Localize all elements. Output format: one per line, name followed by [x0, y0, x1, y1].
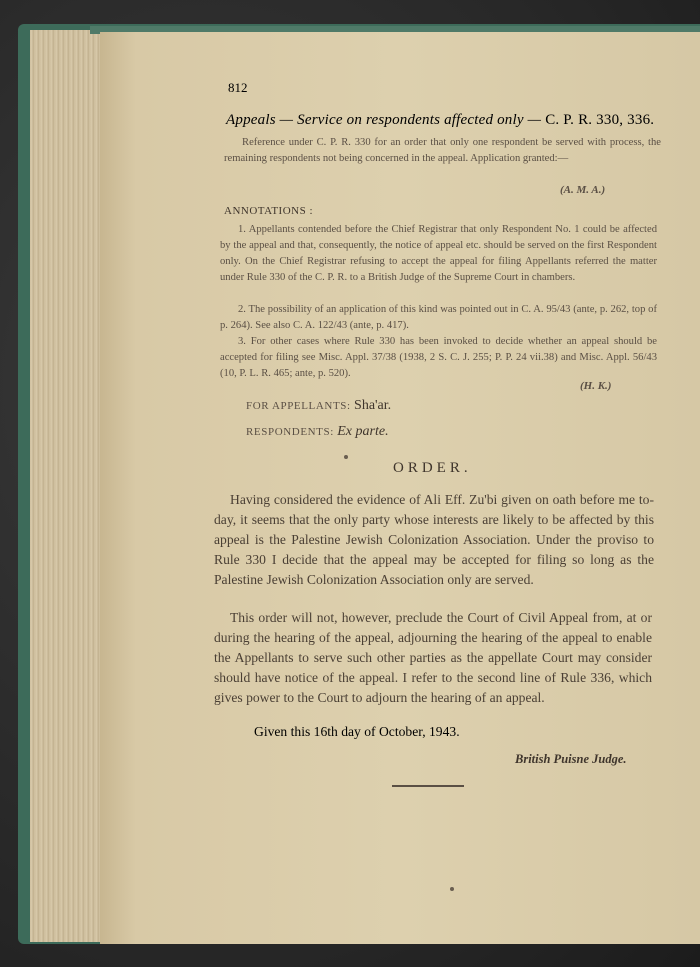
annotations-heading: ANNOTATIONS : — [224, 205, 314, 217]
page-edges — [30, 30, 110, 942]
reference-text: Reference under C. P. R. 330 for an order that only one respondent be served with process, the remaining respondents not being concerned in the appeal. Application granted:— — [224, 137, 661, 164]
editor-initials-2: (H. K.) — [580, 380, 612, 392]
closing-rule — [392, 785, 464, 787]
counsel-respondents — [246, 424, 389, 440]
editor-initials-1: (A. M. A.) — [560, 184, 606, 196]
annotation-3: 3. For other cases where Rule 330 has been invoked to decide whether an appeal should be accepted for filing see Misc. Appl. 37/38 (1938, 2 S. C. J. 255; P. P. 24 vii.38) and Misc. Appl. 56/43 (10, P. L. R. 465; ante, p. 520). — [220, 336, 657, 379]
annotation-1: 1. Appellants contended before the Chief Registrar that only Respondent No. 1 could be affected by the appeal and that, consequently, the notice of appeal etc. should be served on the first Respondent only. On the Chief Registrar refusing to accept the appeal for filing Appellants referred the matter under Rule 330 of the C. P. R. to a British Judge of the Supreme Court in chambers. — [220, 224, 657, 283]
counsel-appellants-label: FOR APPELLANTS: — [246, 400, 351, 412]
page-number: 812 — [228, 80, 248, 95]
counsel-respondents-value: Ex parte. — [337, 424, 389, 439]
judge-signature: British Puisne Judge. — [515, 752, 627, 766]
order-title: ORDER. — [393, 460, 472, 476]
counsel-appellants — [246, 398, 391, 414]
annotation-2: 2. The possibility of an application of this kind was pointed out in C. A. 95/43 (ante, p. 262, top of p. 264). See also C. A. 122/43 (ante, p. 417). — [220, 304, 657, 331]
counsel-respondents-label: RESPONDENTS: — [246, 426, 334, 438]
order-paragraph-1: Having considered the evidence of Ali Eff. Zu'bi given on oath before me to-day, it seems that the only party whose interests are likely to be affected by this appeal is the Palestine Jewish Colonization Association. Under the proviso to Rule 330 I decide that the appeal may be accepted for filing so long as the Palestine Jewish Colonization Association only are served. — [214, 492, 654, 587]
speck-mark — [344, 455, 348, 459]
case-heading-subject: Appeals — Service on respondents affected only — — [226, 112, 542, 128]
order-paragraph-2: This order will not, however, preclude the Court of Civil Appeal from, at or during the hearing of the appeal, adjourning the hearing of the appeal to enable the Appellants to serve such other parties as the appellate Court may consider should have notice of the appeal. I refer to the second line of Rule 336, which gives power to the Court to adjourn the hearing of an appeal. — [214, 610, 652, 705]
given-date-line: Given this 16th day of October, 1943. — [254, 724, 460, 739]
speck-mark — [450, 887, 454, 891]
book-page — [100, 32, 700, 944]
counsel-appellants-value: Sha'ar. — [354, 398, 392, 413]
case-heading — [226, 112, 666, 129]
case-heading-rules: C. P. R. 330, 336. — [545, 112, 655, 128]
